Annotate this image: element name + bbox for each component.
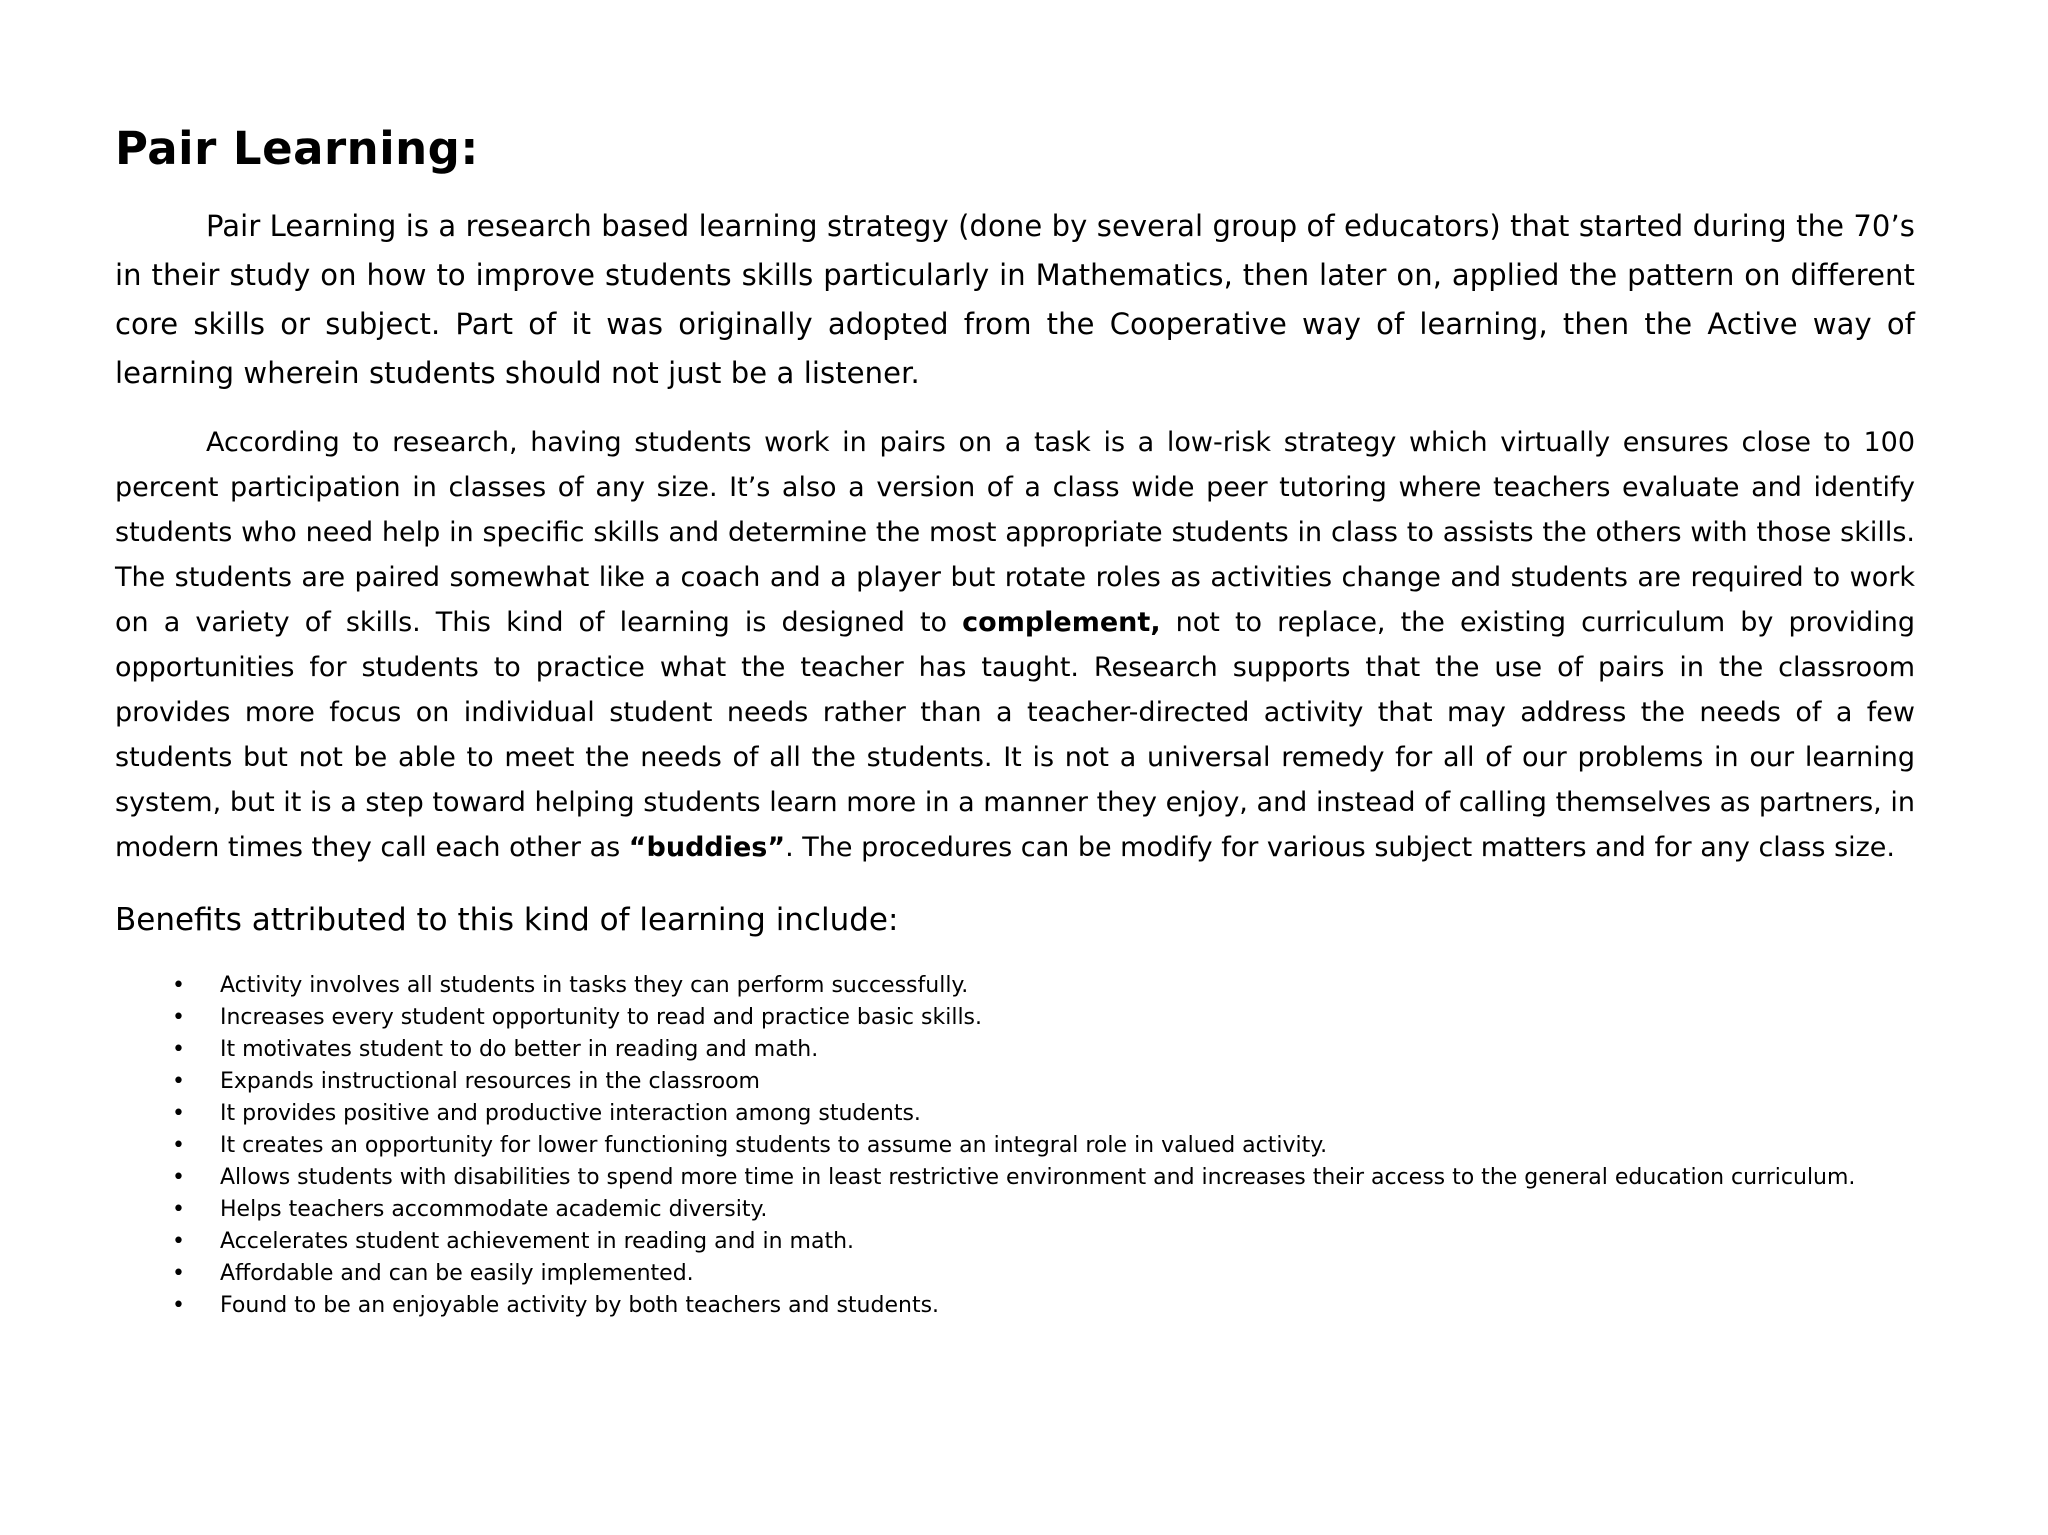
bullet-icon: • [172, 1165, 185, 1190]
benefits-heading: Benefits attributed to this kind of learning include: [115, 902, 899, 938]
benefit-text: Expands instructional resources in the classroom [220, 1069, 760, 1094]
benefit-item [115, 1066, 1915, 1098]
page-title: Pair Learning: [115, 122, 479, 175]
benefit-text: It motivates student to do better in reading and math. [220, 1037, 819, 1062]
bullet-icon: • [172, 1197, 185, 1222]
intro-paragraph: Pair Learning is a research based learning strategy (done by several group of educators) that started during the 70’s in their study on how to improve students skills particularly in Mathematics, then later on, applied the pattern on different core skills or subject. Part of it was originally adopted from the Cooperative way of learning, then the Active way of learning wherein students should not just be a listener. [115, 209, 1915, 390]
research-paragraph [115, 420, 1915, 870]
benefit-item [115, 1162, 1915, 1194]
emphasis-complement: complement, [962, 607, 1161, 638]
benefit-text: It creates an opportunity for lower functioning students to assume an integral role in valued activity. [220, 1133, 1328, 1158]
benefit-item [115, 1226, 1915, 1258]
benefit-text: Affordable and can be easily implemented. [220, 1261, 694, 1286]
benefit-item [115, 1258, 1915, 1290]
benefit-item [115, 1130, 1915, 1162]
emphasis-buddies: “buddies” [628, 832, 786, 863]
bullet-icon: • [172, 1261, 185, 1286]
bullet-icon: • [172, 1229, 185, 1254]
benefit-text: Activity involves all students in tasks they can perform successfully. [220, 973, 969, 998]
benefit-text: Increases every student opportunity to read and practice basic skills. [220, 1005, 983, 1030]
benefit-item [115, 1194, 1915, 1226]
bullet-icon: • [172, 1037, 185, 1062]
bullet-icon: • [172, 1293, 185, 1318]
research-paragraph-text-2: not to replace, the existing curriculum by providing opportunities for students to practice what the teacher has taught. Research supports that the use of pairs in the classroom provides more focus on individual student needs rather than a teacher-directed activity that may address the needs of a few students but not be able to meet the needs of all the students. It is not a universal remedy for all of our problems in our learning system, but it is a step toward helping students learn more in a manner they enjoy, and instead of calling themselves as partners, in modern times they call each other as [115, 607, 1915, 863]
bullet-icon: • [172, 1133, 185, 1158]
benefit-text: Allows students with disabilities to spend more time in least restrictive environment and increases their access to the general education curriculum. [220, 1165, 1856, 1190]
benefit-item [115, 1098, 1915, 1130]
benefit-text: Found to be an enjoyable activity by both teachers and students. [220, 1293, 940, 1318]
benefits-list [115, 970, 1915, 1322]
research-paragraph-text-3: . The procedures can be modify for various subject matters and for any class size. [785, 832, 1896, 863]
research-paragraph-text-1: According to research, having students work in pairs on a task is a low-risk strategy which virtually ensures close to 100 percent participation in classes of any size. It’s also a version of a class wide peer tutoring where teachers evaluate and identify students who need help in specific skills and determine the most appropriate students in class to assists the others with those skills. The students are paired somewhat like a coach and a player but rotate roles as activities change and students are required to work on a variety of skills. This kind of learning is designed to [115, 427, 1915, 638]
document-page [115, 118, 1915, 1322]
bullet-icon: • [172, 973, 185, 998]
benefit-text: Helps teachers accommodate academic diversity. [220, 1197, 768, 1222]
benefit-text: Accelerates student achievement in reading and in math. [220, 1229, 855, 1254]
bullet-icon: • [172, 1069, 185, 1094]
benefit-item [115, 1002, 1915, 1034]
bullet-icon: • [172, 1005, 185, 1030]
benefit-text: It provides positive and productive interaction among students. [220, 1101, 921, 1126]
benefit-item [115, 1034, 1915, 1066]
benefit-item [115, 970, 1915, 1002]
benefit-item [115, 1290, 1915, 1322]
bullet-icon: • [172, 1101, 185, 1126]
